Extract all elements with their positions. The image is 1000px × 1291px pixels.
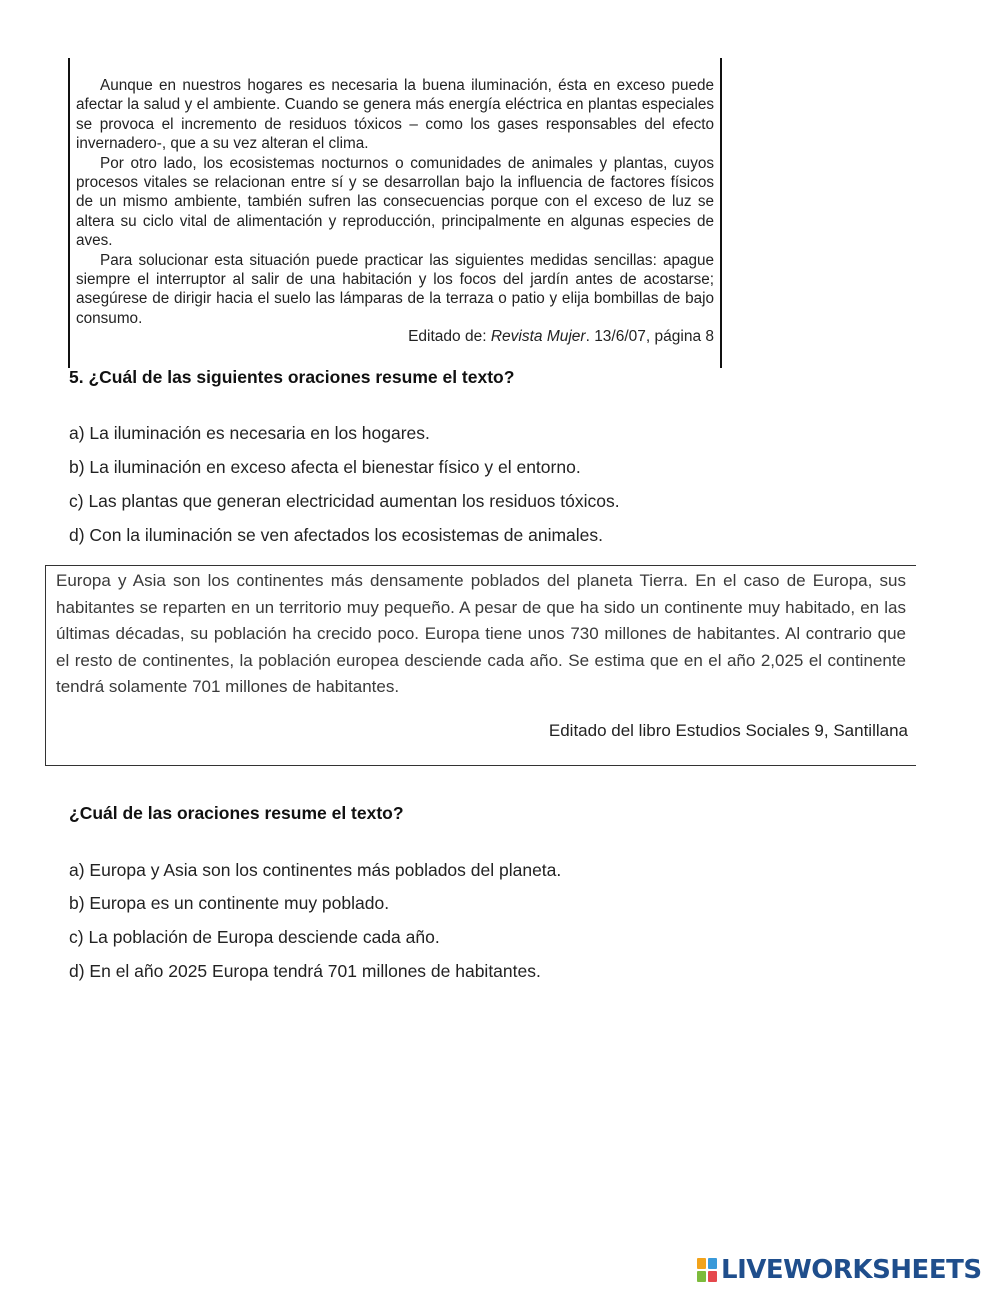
icon-square [697, 1258, 706, 1269]
icon-square [697, 1271, 706, 1282]
question-6-option-d[interactable]: d) En el año 2025 Europa tendrá 701 millones de habitantes. [69, 961, 541, 981]
question-6-option-c[interactable]: c) La población de Europa desciende cada año. [69, 927, 440, 947]
passage-1-paragraph: Aunque en nuestros hogares es necesaria la buena iluminación, ésta en exceso puede afectar la salud y el ambiente. Cuando se genera más energía eléctrica en plantas especiales se provoca el incremento de residuos tóxicos – como los gases responsables del efecto invernadero-, que a su vez alteran el clima. [76, 77, 714, 153]
icon-square [708, 1258, 717, 1269]
icon-square [708, 1271, 717, 1282]
question-5-option-b[interactable]: b) La iluminación en exceso afecta el bienestar físico y el entorno. [69, 457, 581, 477]
liveworksheets-icon [697, 1258, 717, 1282]
passage-1-paragraph: Para solucionar esta situación puede practicar las siguientes medidas sencillas: apague siempre el interruptor al salir de una habitación y los focos del jardín antes de acostarse; asegúrese de dirigir hacia el suelo las lámparas de la terraza o patio y elija bombillas de bajo consumo. [76, 251, 714, 327]
question-6-option-b[interactable]: b) Europa es un continente muy poblado. [69, 893, 390, 913]
passage-1-text [76, 76, 714, 328]
liveworksheets-logo [697, 1255, 982, 1285]
source-prefix: Editado de: [408, 328, 491, 345]
question-5-option-a[interactable]: a) La iluminación es necesaria en los hogares. [69, 423, 430, 443]
passage-1-source [408, 328, 714, 346]
source-suffix: . 13/6/07, página 8 [585, 328, 714, 345]
question-6-option-a[interactable]: a) Europa y Asia son los continentes más poblados del planeta. [69, 860, 562, 880]
brand-name: LIVEWORKSHEETS [721, 1255, 982, 1285]
passage-2-text: Europa y Asia son los continentes más densamente poblados del planeta Tierra. En el caso de Europa, sus habitantes se reparten en un territorio muy pequeño. A pesar de que ha sido un continente muy habitado, en las últimas décadas, su población ha crecido poco. Europa tiene unos 730 millones de habitantes. Al contrario que el resto de continentes, la población europea desciende cada año. Se estima que en el año 2,025 el continente tendrá solamente 701 millones de habitantes. [56, 571, 906, 697]
question-6-title: ¿Cuál de las oraciones resume el texto? [69, 803, 404, 823]
passage-2-source: Editado del libro Estudios Sociales 9, Santillana [548, 721, 908, 740]
question-5-option-c[interactable]: c) Las plantas que generan electricidad aumentan los residuos tóxicos. [69, 491, 620, 511]
question-5-option-d[interactable]: d) Con la iluminación se ven afectados los ecosistemas de animales. [69, 525, 604, 545]
question-5-title: 5. ¿Cuál de las siguientes oraciones resume el texto? [69, 367, 515, 387]
source-title: Revista Mujer [490, 328, 586, 345]
passage-1-paragraph: Por otro lado, los ecosistemas nocturnos o comunidades de animales y plantas, cuyos procesos vitales se relacionan entre sí y se desarrollan bajo la influencia de factores físicos de un mismo ambiente, también sufren las consecuencias porque con el exceso de luz se altera su ciclo vital de alimentación y reproducción, principalmente en algunas especies de aves. [76, 154, 714, 250]
